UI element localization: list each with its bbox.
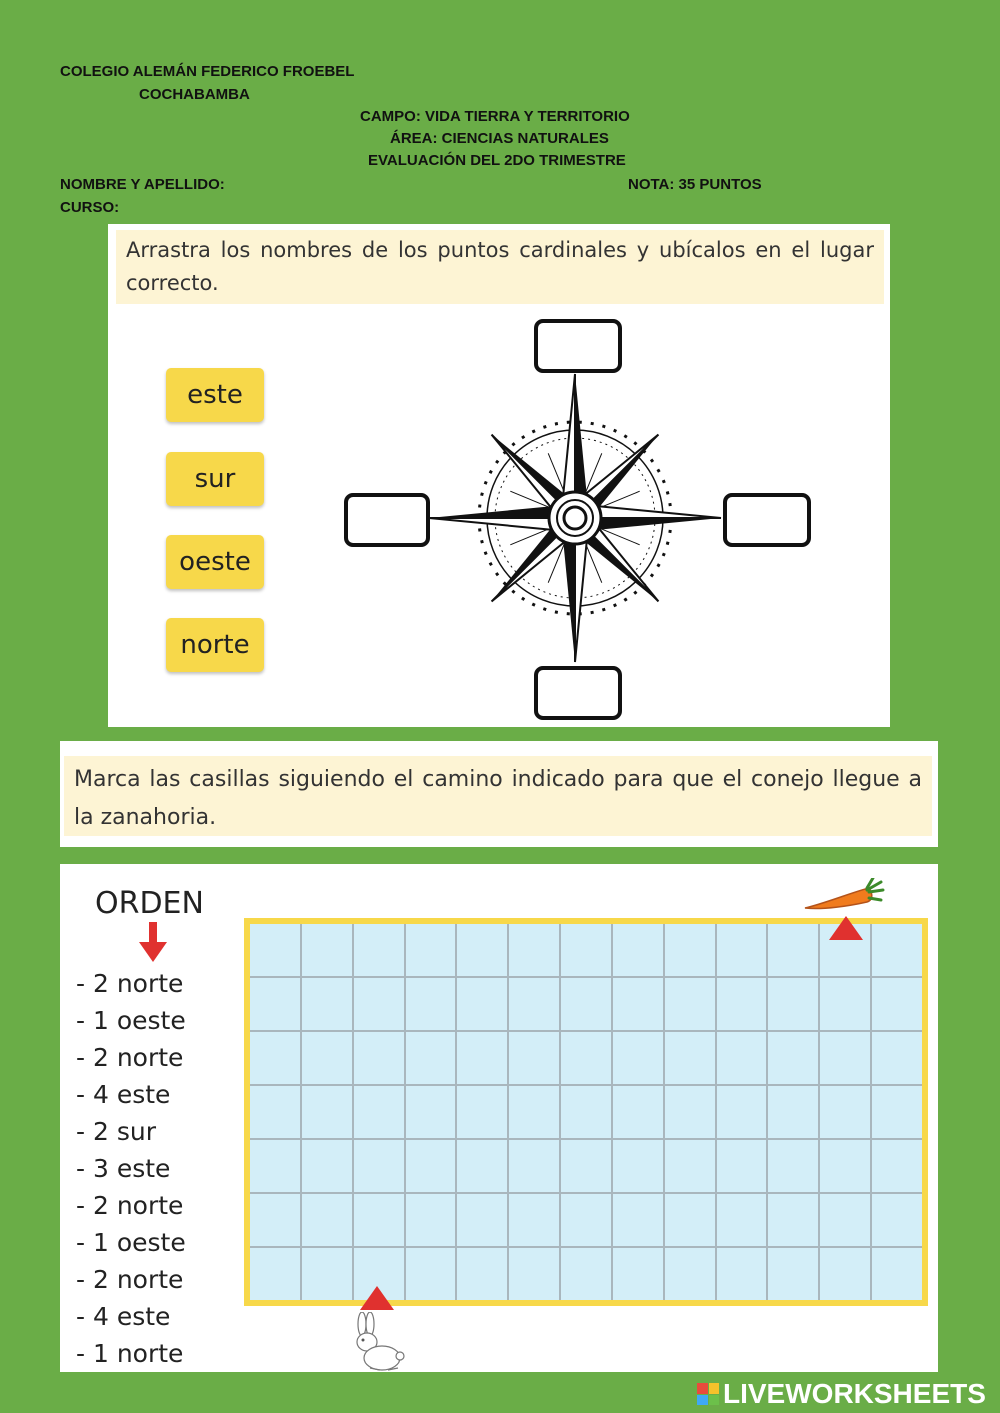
word-tile-oeste[interactable]: oeste — [166, 535, 264, 589]
grid-cell[interactable] — [768, 978, 818, 1030]
grid-cell[interactable] — [820, 1194, 870, 1246]
carrot-icon — [803, 878, 885, 914]
grid-cell[interactable] — [613, 1194, 663, 1246]
grid-cell[interactable] — [354, 1032, 404, 1084]
grid-cell[interactable] — [354, 1086, 404, 1138]
grid-cell[interactable] — [457, 924, 507, 976]
grid-cell[interactable] — [250, 1086, 300, 1138]
grid-cell[interactable] — [872, 924, 922, 976]
order-step: - 1 norte — [76, 1339, 184, 1368]
order-step: - 1 oeste — [76, 1228, 186, 1257]
compass-instruction: Arrastra los nombres de los puntos cardinales y ubícalos en el lugar correcto. — [116, 230, 884, 304]
grid-cell[interactable] — [354, 1140, 404, 1192]
grid-cell[interactable] — [872, 1194, 922, 1246]
grid-cell[interactable] — [561, 978, 611, 1030]
grid-cell[interactable] — [457, 1086, 507, 1138]
grid-cell[interactable] — [457, 1194, 507, 1246]
grid-cell[interactable] — [820, 1140, 870, 1192]
grid-cell[interactable] — [250, 1194, 300, 1246]
grid-cell[interactable] — [768, 1194, 818, 1246]
order-step: - 4 este — [76, 1302, 171, 1331]
grid-cell[interactable] — [302, 978, 352, 1030]
grid-cell[interactable] — [457, 1248, 507, 1300]
grid-cell[interactable] — [509, 978, 559, 1030]
name-label: NOMBRE Y APELLIDO: — [60, 176, 225, 193]
grid-cell[interactable] — [302, 1032, 352, 1084]
grid-cell[interactable] — [613, 978, 663, 1030]
grid-cell[interactable] — [768, 1032, 818, 1084]
rabbit-marker-icon — [360, 1286, 394, 1310]
grid-cell[interactable] — [406, 978, 456, 1030]
grid-cell[interactable] — [872, 1032, 922, 1084]
grid-cell[interactable] — [250, 978, 300, 1030]
school-name: COLEGIO ALEMÁN FEDERICO FROEBEL — [60, 63, 355, 80]
grid-cell[interactable] — [820, 978, 870, 1030]
grid-cell[interactable] — [406, 1086, 456, 1138]
grid-cell[interactable] — [457, 1140, 507, 1192]
grid-cell[interactable] — [250, 924, 300, 976]
grid-cell[interactable] — [406, 924, 456, 976]
grid-cell[interactable] — [613, 1140, 663, 1192]
grid-cell[interactable] — [717, 1086, 767, 1138]
area-label: ÁREA: CIENCIAS NATURALES — [390, 130, 609, 147]
path-grid — [250, 924, 922, 1300]
grid-cell[interactable] — [820, 1248, 870, 1300]
order-step: - 4 este — [76, 1080, 171, 1109]
grid-cell[interactable] — [872, 1248, 922, 1300]
compass-rose-icon — [425, 372, 725, 664]
grid-cell[interactable] — [613, 924, 663, 976]
grid-cell[interactable] — [665, 1140, 715, 1192]
grid-cell[interactable] — [717, 924, 767, 976]
grid-cell[interactable] — [613, 1032, 663, 1084]
logo-mark-icon — [697, 1383, 719, 1405]
grid-cell[interactable] — [509, 1086, 559, 1138]
grid-cell[interactable] — [561, 1086, 611, 1138]
grid-cell[interactable] — [561, 1140, 611, 1192]
order-steps-list — [76, 965, 186, 1372]
grid-cell[interactable] — [457, 978, 507, 1030]
grid-cell[interactable] — [613, 1248, 663, 1300]
grid-cell[interactable] — [302, 1248, 352, 1300]
grid-cell[interactable] — [509, 924, 559, 976]
grid-cell[interactable] — [250, 1032, 300, 1084]
grade-label: NOTA: 35 PUNTOS — [628, 176, 762, 193]
grid-cell[interactable] — [509, 1140, 559, 1192]
grid-cell[interactable] — [820, 1032, 870, 1084]
down-arrow-icon — [139, 922, 167, 962]
order-step: - 2 norte — [76, 1191, 184, 1220]
grid-cell[interactable] — [250, 1140, 300, 1192]
order-step: - 2 norte — [76, 1043, 184, 1072]
order-step: - 2 sur — [76, 1117, 156, 1146]
order-title: ORDEN — [95, 886, 204, 921]
grid-cell[interactable] — [717, 1032, 767, 1084]
grid-cell[interactable] — [665, 924, 715, 976]
grid-cell[interactable] — [717, 1248, 767, 1300]
grid-cell[interactable] — [406, 1032, 456, 1084]
grid-cell[interactable] — [509, 1032, 559, 1084]
grid-cell[interactable] — [406, 1248, 456, 1300]
grid-cell[interactable] — [561, 1248, 611, 1300]
grid-cell[interactable] — [717, 1194, 767, 1246]
grid-cell[interactable] — [302, 1086, 352, 1138]
word-tile-norte[interactable]: norte — [166, 618, 264, 672]
order-step: - 2 norte — [76, 1265, 184, 1294]
grid-cell[interactable] — [406, 1140, 456, 1192]
grid-cell[interactable] — [561, 924, 611, 976]
course-label: CURSO: — [60, 199, 120, 216]
drop-slot-north[interactable] — [534, 319, 622, 373]
grid-cell[interactable] — [768, 1140, 818, 1192]
grid-cell[interactable] — [457, 1032, 507, 1084]
word-tile-sur[interactable]: sur — [166, 452, 264, 506]
grid-cell[interactable] — [768, 924, 818, 976]
drop-slot-west[interactable] — [344, 493, 430, 547]
grid-cell[interactable] — [354, 1194, 404, 1246]
logo-text: LIVEWORKSHEETS — [723, 1378, 986, 1409]
drop-slot-south[interactable] — [534, 666, 622, 720]
grid-cell[interactable] — [665, 1194, 715, 1246]
grid-cell[interactable] — [250, 1248, 300, 1300]
school-city: COCHABAMBA — [139, 86, 250, 103]
campo-label: CAMPO: VIDA TIERRA Y TERRITORIO — [360, 108, 630, 125]
grid-cell[interactable] — [665, 1248, 715, 1300]
grid-cell[interactable] — [717, 978, 767, 1030]
grid-cell[interactable] — [561, 1194, 611, 1246]
grid-cell[interactable] — [717, 1140, 767, 1192]
grid-cell[interactable] — [302, 924, 352, 976]
grid-cell[interactable] — [509, 1248, 559, 1300]
grid-cell[interactable] — [665, 1032, 715, 1084]
grid-cell[interactable] — [665, 978, 715, 1030]
grid-cell[interactable] — [561, 1032, 611, 1084]
order-step: - 3 este — [76, 1154, 171, 1183]
liveworksheets-logo — [697, 1378, 986, 1410]
grid-cell[interactable] — [302, 1194, 352, 1246]
grid-cell[interactable] — [768, 1248, 818, 1300]
path-instruction: Marca las casillas siguiendo el camino indicado para que el conejo llegue a la zanahoria. — [64, 756, 932, 836]
carrot-marker-icon — [829, 916, 863, 940]
grid-cell[interactable] — [768, 1086, 818, 1138]
grid-cell[interactable] — [665, 1086, 715, 1138]
grid-cell[interactable] — [872, 1086, 922, 1138]
grid-cell[interactable] — [872, 978, 922, 1030]
grid-cell[interactable] — [872, 1140, 922, 1192]
grid-cell[interactable] — [820, 1086, 870, 1138]
grid-cell[interactable] — [354, 978, 404, 1030]
rabbit-icon — [350, 1312, 406, 1372]
grid-cell[interactable] — [354, 924, 404, 976]
grid-cell[interactable] — [509, 1194, 559, 1246]
path-grid-frame — [244, 918, 928, 1306]
order-step: - 2 norte — [76, 969, 184, 998]
word-tile-este[interactable]: este — [166, 368, 264, 422]
evaluation-title: EVALUACIÓN DEL 2DO TRIMESTRE — [368, 152, 626, 169]
grid-cell[interactable] — [613, 1086, 663, 1138]
grid-cell[interactable] — [302, 1140, 352, 1192]
grid-cell[interactable] — [406, 1194, 456, 1246]
order-step: - 1 oeste — [76, 1006, 186, 1035]
drop-slot-east[interactable] — [723, 493, 811, 547]
